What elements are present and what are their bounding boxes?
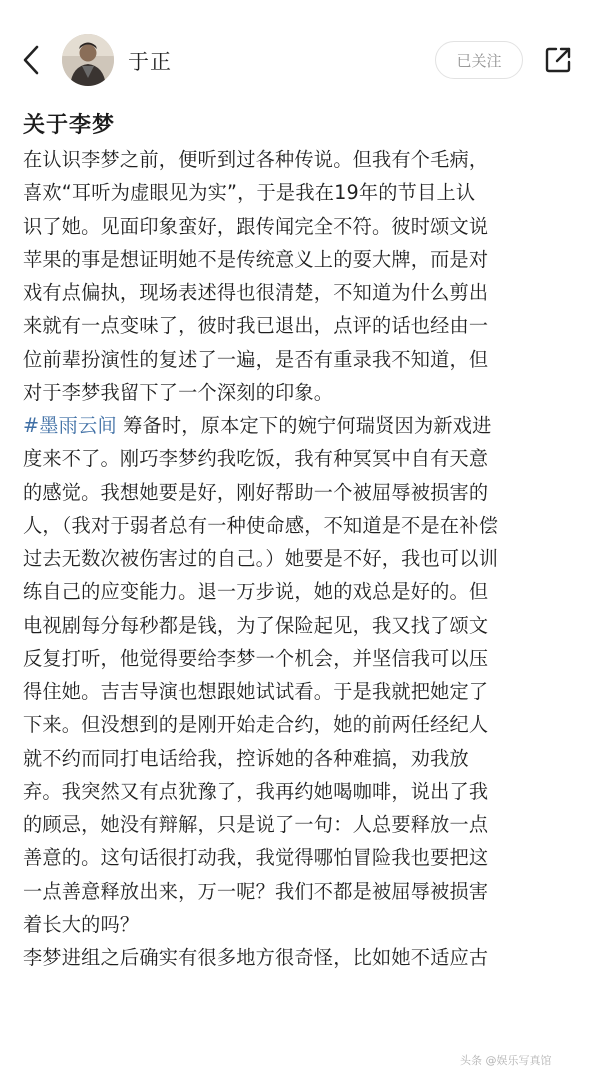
body-line: 人，（我对于弱者总有一种使命感，不知道是不是在补偿 xyxy=(23,513,499,537)
body-line: 度来不了。刚巧李梦约我吃饭，我有种冥冥中自有天意 xyxy=(23,447,489,471)
avatar[interactable] xyxy=(62,34,114,86)
body-line: 一点善意释放出来，万一呢？我们不都是被屈辱被损害 xyxy=(23,879,489,903)
body-line: 练自己的应变能力。退一万步说，她的戏总是好的。但 xyxy=(23,580,489,604)
body-line: 下来。但没想到的是刚开始走合约，她的前两任经纪人 xyxy=(23,713,489,737)
watermark: 头条 @娱乐写真馆 xyxy=(460,1054,552,1067)
post-body xyxy=(23,143,583,974)
body-line-with-hashtag xyxy=(23,409,583,442)
body-line: 对于李梦我留下了一个深刻的印象。 xyxy=(23,380,334,404)
body-line: 戏有点偏执，现场表述得也很清楚，不知道为什么剪出 xyxy=(23,281,489,304)
hashtag-link[interactable]: #墨雨云间 xyxy=(23,414,117,437)
body-line: 李梦进组之后确实有很多地方很奇怪，比如她不适应古 xyxy=(23,946,489,969)
username[interactable]: 于正 xyxy=(128,50,172,74)
follow-button[interactable]: 已关注 xyxy=(435,41,523,79)
body-line: 着长大的吗？ xyxy=(23,912,140,936)
share-button[interactable] xyxy=(542,44,574,76)
body-line-text: 筹备时，原本定下的婉宁何瑞贤因为新戏进 xyxy=(116,414,492,437)
back-button[interactable] xyxy=(18,40,48,80)
body-line: 来就有一点变味了，彼时我已退出，点评的话也经由一 xyxy=(23,314,489,338)
body-line: 反复打听，他觉得要给李梦一个机会，并坚信我可以压 xyxy=(23,646,489,670)
body-line: 喜欢“耳听为虚眼见为实”，于是我在19年的节目上认 xyxy=(23,181,476,205)
body-line: 的感觉。我想她要是好，刚好帮助一个被屈辱被损害的 xyxy=(23,480,489,504)
body-line: 苹果的事是想证明她不是传统意义上的耍大牌，而是对 xyxy=(23,247,489,271)
body-line: 就不约而同打电话给我，控诉她的各种难搞，劝我放 xyxy=(23,746,469,770)
body-line: 在认识李梦之前，便听到过各种传说。但我有个毛病， xyxy=(23,148,489,171)
body-line: 弃。我突然又有点犹豫了，我再约她喝咖啡，说出了我 xyxy=(23,779,489,803)
body-line: 电视剧每分每秒都是钱，为了保险起见，我又找了颂文 xyxy=(23,613,489,637)
body-line: 得住她。吉吉导演也想跟她试试看。于是我就把她定了 xyxy=(23,680,489,703)
share-icon xyxy=(542,44,574,76)
body-line: 过去无数次被伤害过的自己。）她要是不好，我也可以训 xyxy=(23,547,499,570)
body-line: 识了她。见面印象蛮好，跟传闻完全不符。彼时颂文说 xyxy=(23,214,489,238)
body-line: 善意的。这句话很打动我，我觉得哪怕冒险我也要把这 xyxy=(23,846,489,870)
post-title: 关于李梦 xyxy=(23,113,116,138)
top-bar xyxy=(0,0,600,100)
body-line: 位前辈扮演性的复述了一遍，是否有重录我不知道，但 xyxy=(23,347,489,371)
body-line: 的顾忌，她没有辩解，只是说了一句：人总要释放一点 xyxy=(23,813,489,836)
chevron-left-icon xyxy=(18,40,48,80)
